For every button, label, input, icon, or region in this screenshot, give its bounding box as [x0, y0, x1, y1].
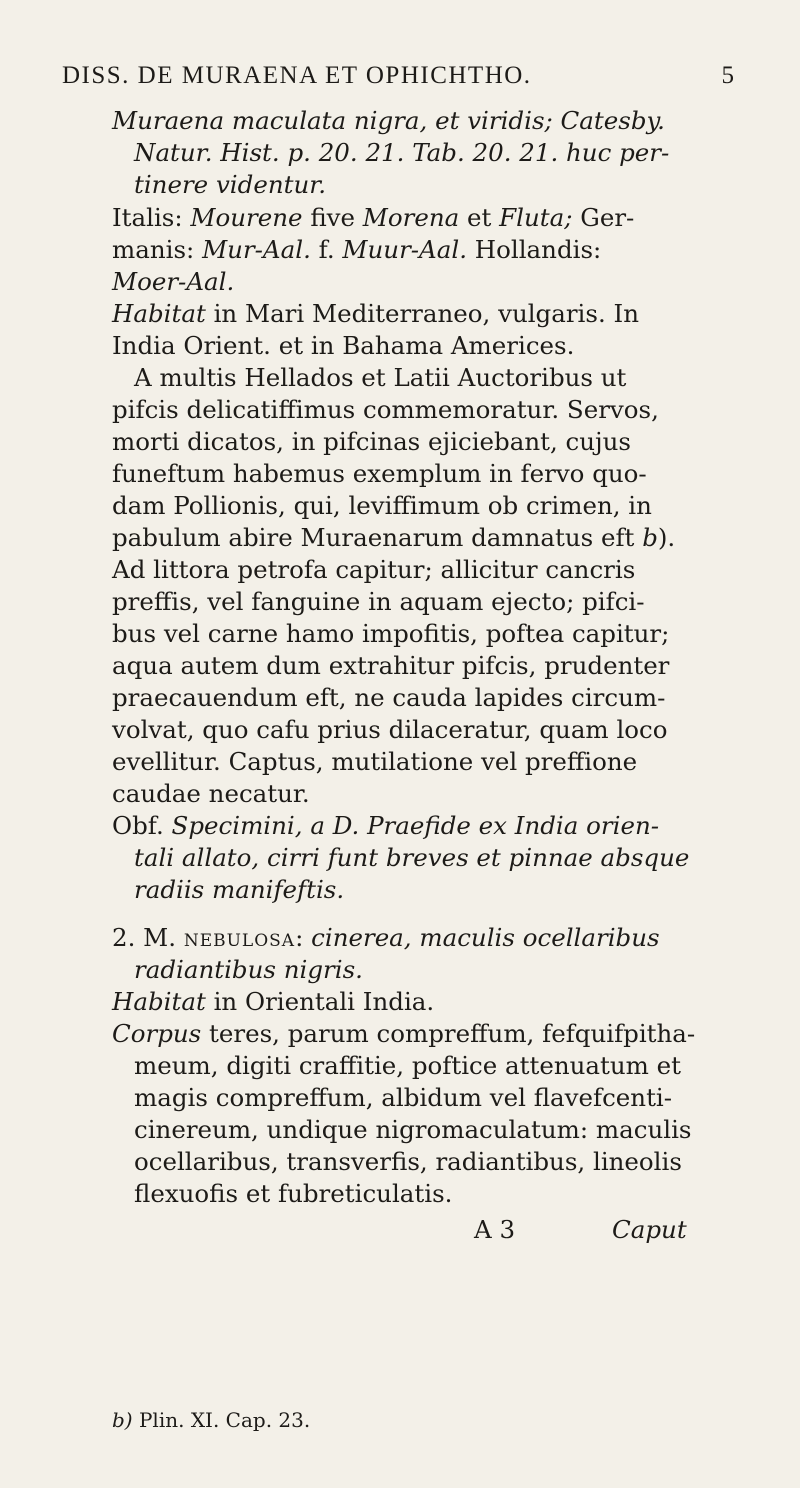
- running-header: [62, 62, 734, 90]
- text-line: tinere videntur.: [134, 170, 327, 199]
- text-line: India Orient. et in Bahama Americes.: [112, 331, 575, 360]
- text-line: Italis: Mourene five Morena et Fluta; Ger-: [112, 203, 635, 232]
- running-title: DISS. DE MURAENA ET OPHICHTHO.: [62, 62, 532, 89]
- text-line: morti dicatos, in pifcinas ejiciebant, cujus: [112, 427, 631, 456]
- text-line: Ad littora petrofa capitur; allicitur cancris: [112, 555, 636, 584]
- text-line: Natur. Hist. p. 20. 21. Tab. 20. 21. huc per-: [134, 138, 670, 167]
- text-line: flexuofis et fubreticulatis.: [134, 1179, 453, 1208]
- text-line: radiantibus nigris.: [134, 955, 363, 984]
- text-line: aqua autem dum extrahitur pifcis, prudenter: [112, 651, 670, 680]
- text-line: Habitat in Orientali India.: [112, 987, 435, 1016]
- text-line: pabulum abire Muraenarum damnatus eft b).: [112, 523, 676, 552]
- species-heading: 2. M. nebulosa: cinerea, maculis ocellaribus: [112, 923, 660, 952]
- text-line: funeftum habemus exemplum in fervo quo-: [112, 459, 647, 488]
- text-line: radiis manifeftis.: [134, 875, 345, 904]
- text-line: caudae necatur.: [112, 779, 310, 808]
- text-line: pifcis delicatiffimus commemoratur. Servos,: [112, 395, 659, 424]
- text-line: evellitur. Captus, mutilatione vel preffione: [112, 747, 638, 776]
- catchword: Caput: [612, 1215, 687, 1244]
- text-line: magis compreffum, albidum vel flavefcenti-: [134, 1083, 673, 1112]
- signature-mark: A 3: [474, 1215, 516, 1244]
- text-line: A multis Hellados et Latii Auctoribus ut: [134, 363, 627, 392]
- text-line: ocellaribus, transverfis, radiantibus, lineolis: [134, 1147, 682, 1176]
- text-line: Habitat in Mari Mediterraneo, vulgaris. In: [112, 299, 639, 328]
- text-line: Corpus teres, parum compreffum, fefquifpitha-: [112, 1019, 696, 1048]
- text-line: Moer-Aal.: [112, 267, 235, 296]
- footnote: b) Plin. XI. Cap. 23.: [112, 1408, 311, 1432]
- text-line: praecauendum eft, ne cauda lapides circum-: [112, 683, 666, 712]
- text-line: cinereum, undique nigromaculatum: maculis: [134, 1115, 692, 1144]
- text-line: volvat, quo cafu prius dilaceratur, quam loco: [112, 715, 668, 744]
- text-line: Muraena maculata nigra, et viridis; Catesby.: [112, 106, 665, 135]
- text-line: preffis, vel fanguine in aquam ejecto; pifci-: [112, 587, 645, 616]
- text-line: Obf. Specimini, a D. Praefide ex India orien-: [112, 811, 660, 840]
- text-line: meum, digiti craffitie, poftice attenuatum et: [134, 1051, 682, 1080]
- text-line: manis: Mur-Aal. f. Muur-Aal. Hollandis:: [112, 235, 602, 264]
- page-number: 5: [721, 62, 734, 89]
- text-line: dam Pollionis, qui, leviffimum ob crimen, in: [112, 491, 652, 520]
- text-line: bus vel carne hamo impofitis, poftea capitur;: [112, 619, 670, 648]
- text-line: tali allato, cirri funt breves et pinnae absque: [134, 843, 690, 872]
